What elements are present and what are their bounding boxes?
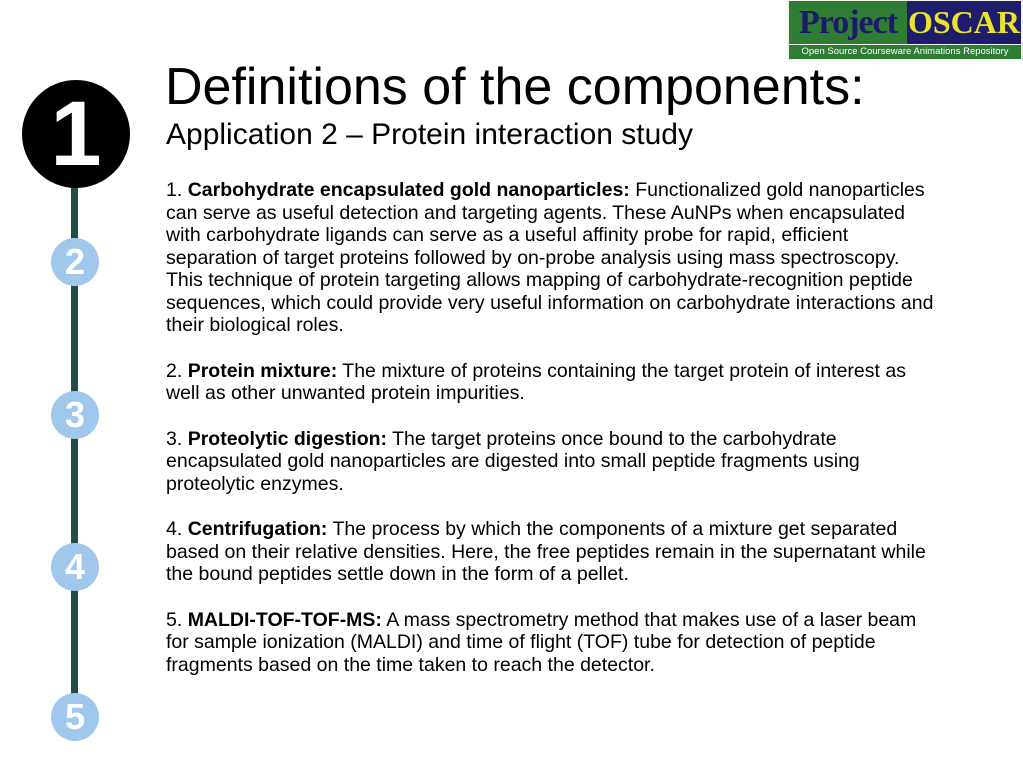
definition-item: [166, 518, 934, 586]
definition-item: [166, 179, 934, 337]
definition-item: [166, 360, 934, 405]
logo-oscar-word: OSCAR: [907, 1, 1021, 44]
definition-item: [166, 609, 934, 677]
definition-number: 3.: [166, 427, 183, 450]
project-oscar-logo[interactable]: [787, 0, 1023, 60]
logo-project-word: Project: [789, 1, 907, 44]
definition-text: Functionalized gold nanoparticles can serve as useful detection and targeting agents. These AuNPs when encapsulated with carbohydrate ligands can serve as a useful affinity probe for rapid, efficient separation of target proteins followed by on-probe analysis using mass spectroscopy. This technique of protein targeting allows mapping of carbohydrate-recognition peptide sequences, which could provide very useful information on carbohydrate interactions and their biological roles.: [166, 179, 934, 336]
definition-text: The target proteins once bound to the carbohydrate encapsulated gold nanoparticles are digested into small peptide fragments using proteolytic enzymes.: [166, 427, 860, 495]
definition-text: The process by which the components of a mixture get separated based on their relative densities. Here, the free peptides remain in the supernatant while the bound peptides settle down in the form of a pellet.: [166, 518, 926, 585]
step-4-button[interactable]: 4: [51, 543, 99, 591]
step-2-button[interactable]: 2: [51, 238, 99, 286]
definition-number: 5.: [166, 608, 183, 631]
logo-tagline: Open Source Courseware Animations Repository: [789, 45, 1021, 59]
definition-term: Carbohydrate encapsulated gold nanoparticles:: [187, 179, 630, 201]
definition-term: MALDI-TOF-TOF-MS:: [187, 608, 382, 631]
definition-term: Proteolytic digestion:: [187, 427, 388, 450]
logo-banner: [789, 1, 1021, 44]
step-1-button-current[interactable]: 1: [22, 80, 130, 188]
step-5-button[interactable]: 5: [51, 693, 99, 741]
definition-term: Protein mixture:: [187, 359, 338, 382]
definition-text: The mixture of proteins containing the target protein of interest as well as other unwanted protein impurities.: [166, 359, 906, 404]
definition-text: A mass spectrometry method that makes use of a laser beam for sample ionization (MALDI) and time of flight (TOF) tube for detection of peptide fragments based on the time taken to reach the detector.: [166, 608, 917, 676]
page-subtitle: Application 2 – Protein interaction study: [166, 118, 693, 151]
definition-number: 1.: [166, 179, 183, 201]
step-3-button[interactable]: 3: [51, 391, 99, 439]
definition-term: Centrifugation:: [187, 518, 328, 540]
definition-item: [166, 428, 934, 496]
page-title: Definitions of the components:: [165, 58, 865, 116]
definition-number: 2.: [166, 359, 183, 382]
definition-number: 4.: [166, 518, 183, 540]
definitions-list: [166, 179, 934, 699]
